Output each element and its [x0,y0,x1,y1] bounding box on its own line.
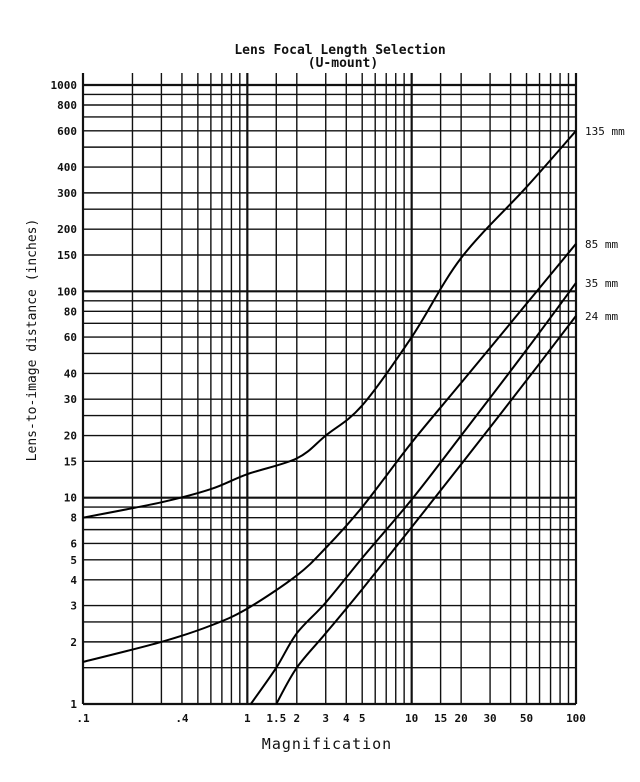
curve-label: 135 mm [585,124,625,138]
curve-labels [585,125,625,323]
curve-135-mm [83,131,576,518]
chart-subtitle: (U-mount) [307,56,379,71]
y-tick-label: 2 [70,635,77,649]
x-tick-label: 10 [405,712,419,725]
x-tick-label: 50 [519,712,534,725]
y-tick-label: 600 [57,124,77,138]
y-tick-label: 8 [70,511,77,525]
x-tick-label: 15 [433,712,448,725]
chart-title: Lens Focal Length Selection [234,43,446,58]
x-tick-label: 100 [566,712,586,725]
y-tick-labels [51,79,78,711]
x-tick-label: 2 [293,712,301,725]
y-tick-label: 150 [57,248,77,262]
grid [83,73,576,704]
y-tick-label: 400 [57,161,77,175]
y-tick-label: 4 [70,573,77,587]
y-tick-label: 800 [57,98,77,112]
y-tick-label: 1 [70,698,77,711]
y-tick-label: 30 [63,393,77,407]
x-tick-label: 4 [342,712,350,725]
y-tick-label: 15 [63,455,77,469]
y-axis-label: Lens-to-image distance (inches) [25,218,40,462]
y-tick-label: 1000 [50,79,77,92]
y-tick-label: 60 [63,331,77,345]
y-tick-label: 5 [70,553,77,567]
curve-label: 85 mm [585,237,619,251]
x-tick-labels [76,712,586,725]
x-tick-label: 1.5 [266,712,287,725]
x-tick-label: .1 [76,712,90,725]
x-tick-label: 30 [483,712,497,725]
x-tick-label: 3 [322,712,330,725]
curve-label: 35 mm [585,276,619,290]
y-tick-label: 40 [63,367,77,381]
x-tick-label: .4 [175,712,189,725]
x-tick-label: 1 [244,712,251,725]
y-tick-label: 3 [70,599,77,613]
y-tick-label: 20 [63,429,77,443]
y-tick-label: 200 [57,223,77,237]
curves [83,131,576,704]
y-tick-label: 10 [63,491,77,505]
y-tick-label: 100 [57,285,77,299]
x-axis-label: Magnification [261,735,393,753]
curve-label: 24 mm [585,309,619,323]
x-tick-label: 5 [358,712,366,725]
y-tick-label: 6 [70,537,77,551]
y-tick-label: 300 [57,186,77,200]
y-tick-label: 80 [63,305,77,319]
x-tick-label: 20 [454,712,468,725]
